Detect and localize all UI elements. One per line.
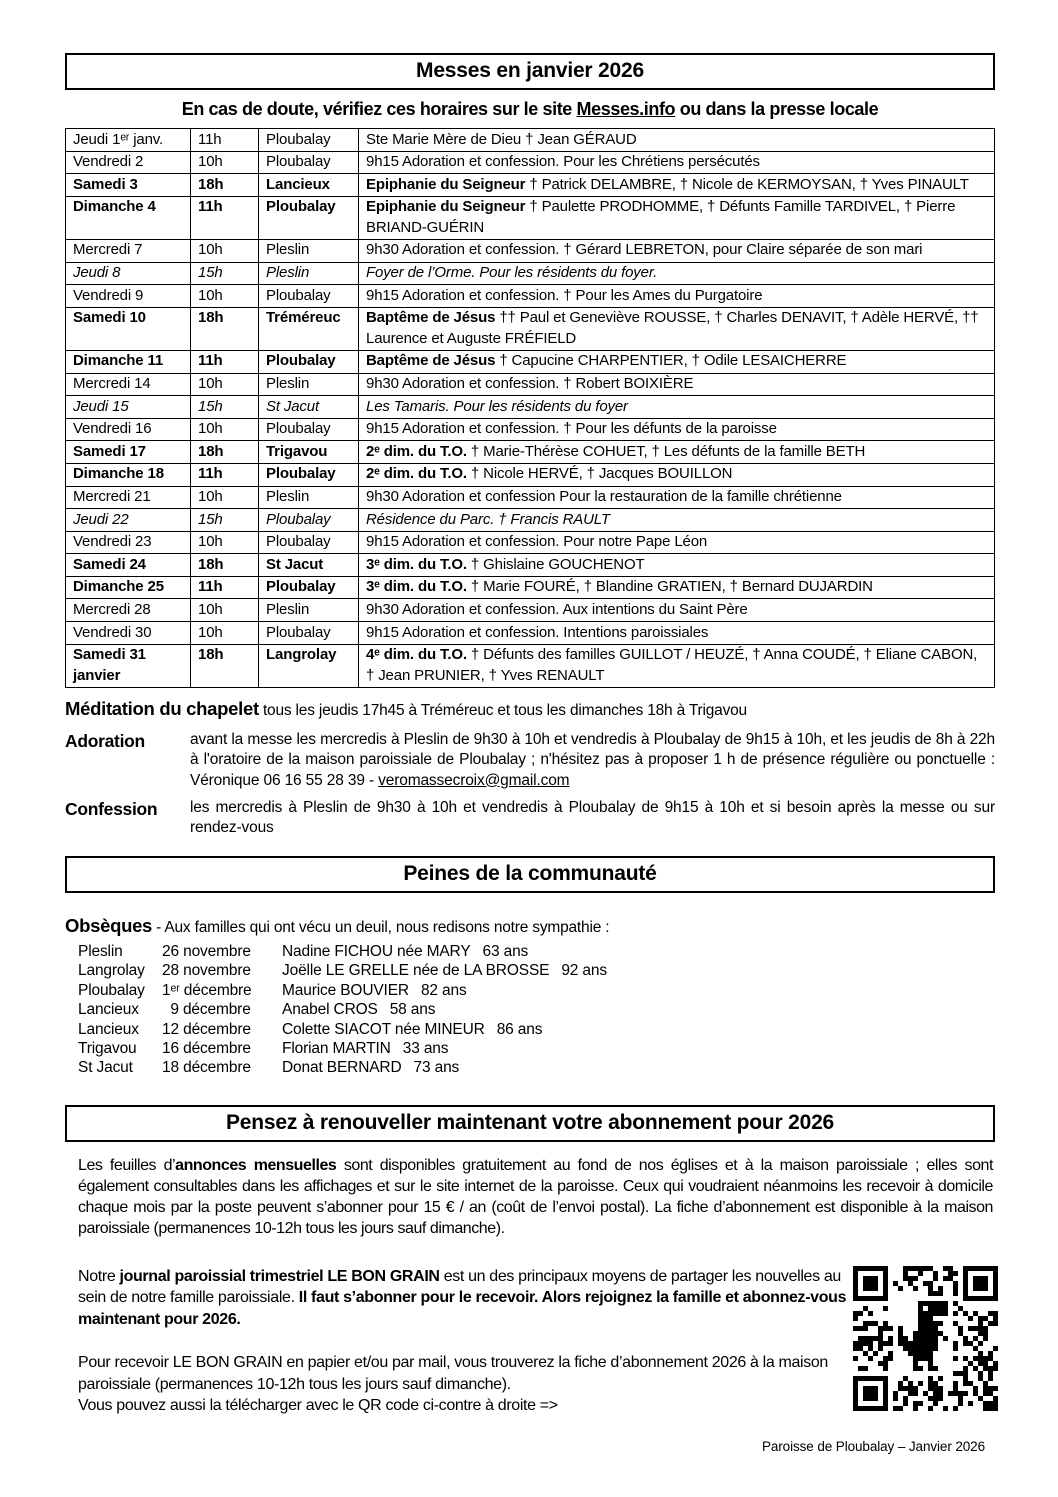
mass-time: 18h: [191, 644, 259, 687]
mass-intentions: † Marie FOURÉ, † Blandine GRATIEN, † Bernard DUJARDIN: [466, 578, 873, 596]
mass-place: Lancieux: [259, 174, 359, 197]
mass-schedule-table: [65, 128, 995, 688]
adoration-label: Adoration: [65, 730, 145, 751]
mass-time: 10h: [191, 418, 259, 441]
mass-intentions: † Nicole HERVÉ, † Jacques BOUILLON: [466, 465, 733, 483]
mass-row: [66, 307, 995, 350]
obseques-name: Colette SIACOT née MINEUR: [282, 1020, 485, 1038]
mass-day: Vendredi 16: [66, 418, 191, 441]
mass-day: Dimanche 11: [66, 350, 191, 373]
obseques-entry: [78, 981, 995, 1000]
mass-row: [66, 151, 995, 174]
mass-day: Mercredi 28: [66, 599, 191, 622]
mass-description: [359, 151, 995, 174]
mass-place: St Jacut: [259, 554, 359, 577]
mass-place: St Jacut: [259, 396, 359, 419]
mass-subtitle: [65, 99, 995, 120]
mass-row: [66, 396, 995, 419]
mass-intentions: † Patrick DELAMBRE, † Nicole de KERMOYSAN, † Yves PINAULT: [525, 175, 969, 193]
mass-intentions: †† Paul et Geneviève ROUSSE, † Charles DENAVIT, † Adèle HERVÉ, †† Laurence et Auguste FRÉFIELD: [366, 309, 979, 347]
mass-description: [359, 239, 995, 262]
obseques-age: 63 ans: [482, 942, 529, 960]
mass-description: [359, 644, 995, 687]
obseques-date: 26 novembre: [162, 942, 251, 960]
mass-day: Jeudi 22: [66, 509, 191, 532]
adoration-section: [65, 730, 995, 791]
obseques-age: 86 ans: [496, 1020, 543, 1038]
obseques-place: Ploubalay: [78, 981, 145, 999]
mass-row: [66, 350, 995, 373]
peines-title-box: [65, 856, 995, 893]
mass-day: Jeudi 15: [66, 396, 191, 419]
mass-description: [359, 196, 995, 239]
mass-time: 10h: [191, 599, 259, 622]
mass-time: 11h: [191, 350, 259, 373]
mass-feast-label: 3ᵉ dim. du T.O.: [366, 578, 467, 596]
obseques-place: Trigavou: [78, 1039, 137, 1057]
p3-line2: Vous pouvez aussi la télécharger avec le QR code ci-contre à droite =>: [78, 1397, 558, 1415]
mass-description: [359, 531, 995, 554]
chapelet-section: [65, 697, 995, 723]
mass-place: Ploubalay: [259, 622, 359, 645]
mass-time: 15h: [191, 396, 259, 419]
mass-row: [66, 262, 995, 285]
confession-section: [65, 798, 995, 839]
mass-description: [359, 129, 995, 152]
mass-title-box: [65, 53, 995, 90]
obseques-entry: [78, 961, 995, 980]
confession-label: Confession: [65, 799, 158, 820]
obseques-age: 73 ans: [413, 1059, 460, 1077]
page-footer: Paroisse de Ploubalay – Janvier 2026: [761, 1439, 985, 1454]
obseques-date: 18 décembre: [162, 1059, 251, 1077]
adoration-body: avant la messe les mercredis à Pleslin de 9h30 à 10h et vendredis à Ploubalay de 9h15 à 10h, et les jeudis de 8h à 22h à l'oratoire de la maison paroissiale de Ploubalay ; n'hésitez pas à proposer 1 h de présence régulière ou ponctuelle : Véronique 06 16 55 28 39 -: [190, 730, 995, 789]
mass-row: [66, 239, 995, 262]
mass-place: Ploubalay: [259, 196, 359, 239]
qr-instructions-paragraph: [78, 1352, 853, 1417]
mass-intentions: 9h15 Adoration et confession. Pour notre Pape Léon: [366, 533, 708, 551]
mass-row: [66, 622, 995, 645]
mass-place: Ploubalay: [259, 463, 359, 486]
obseques-name: Donat BERNARD: [282, 1059, 402, 1077]
mass-place: Ploubalay: [259, 576, 359, 599]
mass-day: Mercredi 14: [66, 373, 191, 396]
obseques-date: 16 décembre: [162, 1039, 251, 1057]
mass-row: [66, 554, 995, 577]
bon-grain-text: [78, 1266, 853, 1417]
mass-time: 10h: [191, 285, 259, 308]
mass-intentions: 9h30 Adoration et confession. † Robert BOIXIÈRE: [366, 375, 694, 393]
subtitle-text-after: ou dans la presse locale: [675, 99, 879, 119]
mass-row: [66, 441, 995, 464]
mass-day: Dimanche 18: [66, 463, 191, 486]
mass-time: 18h: [191, 441, 259, 464]
mass-description: [359, 174, 995, 197]
mass-feast-label: Baptême de Jésus: [366, 352, 496, 370]
mass-time: 11h: [191, 129, 259, 152]
obseques-entry: [78, 1039, 995, 1058]
mass-place: Ploubalay: [259, 531, 359, 554]
mass-place: Langrolay: [259, 644, 359, 687]
mass-row: [66, 373, 995, 396]
mass-row: [66, 576, 995, 599]
obseques-name: Florian MARTIN: [282, 1039, 391, 1057]
mass-feast-label: Epiphanie du Seigneur: [366, 198, 526, 216]
mass-feast-label: Baptême de Jésus: [366, 309, 496, 327]
mass-intentions: 9h15 Adoration et confession. Intentions paroissiales: [366, 623, 709, 641]
mass-time: 11h: [191, 463, 259, 486]
mass-day: Samedi 3: [66, 174, 191, 197]
mass-intentions: 9h30 Adoration et confession. † Gérard LEBRETON, pour Claire séparée de son mari: [366, 241, 923, 259]
mass-intentions: Les Tamaris. Pour les résidents du foyer: [366, 397, 628, 415]
mass-time: 18h: [191, 554, 259, 577]
abonnement-title-box: [65, 1105, 995, 1142]
mass-intentions: † Capucine CHARPENTIER, † Odile LESAICHERRE: [495, 352, 847, 370]
mass-row: [66, 531, 995, 554]
obseques-date: 9 décembre: [162, 1001, 251, 1019]
obseques-label: Obsèques: [65, 914, 153, 936]
mass-row: [66, 599, 995, 622]
mass-feast-label: 2ᵉ dim. du T.O.: [366, 442, 467, 460]
obseques-place: Lancieux: [78, 1001, 139, 1019]
mass-place: Ploubalay: [259, 509, 359, 532]
mass-row: [66, 509, 995, 532]
mass-description: [359, 418, 995, 441]
mass-description: [359, 350, 995, 373]
mass-intentions: † Défunts des familles GUILLOT / HEUZÉ, † Anna COUDÉ, † Eliane CABON, † Jean PRUNIER, † Yves RENAULT: [366, 646, 978, 684]
mass-description: [359, 373, 995, 396]
obseques-entry: [78, 1020, 995, 1039]
mass-day: Mercredi 7: [66, 239, 191, 262]
mass-day: Samedi 10: [66, 307, 191, 350]
mass-place: Trigavou: [259, 441, 359, 464]
mass-place: Pleslin: [259, 262, 359, 285]
mass-day: Vendredi 23: [66, 531, 191, 554]
p2-bold-title: journal paroissial trimestriel LE BON GRAIN: [119, 1267, 440, 1285]
obseques-name: Nadine FICHOU née MARY: [282, 942, 471, 960]
obseques-name: Joëlle LE GRELLE née de LA BROSSE: [282, 962, 550, 980]
mass-place: Pleslin: [259, 373, 359, 396]
obseques-entry: [78, 1000, 995, 1019]
mass-table-body: [66, 129, 995, 688]
mass-day: Dimanche 25: [66, 576, 191, 599]
obseques-date: 12 décembre: [162, 1020, 251, 1038]
mass-description: [359, 396, 995, 419]
p1-after: sont disponibles gratuitement au fond de nos églises et à la maison paroissiale ; elles sont également consultables dans les affichages et sur le site internet de la paroisse. Ceux qui voudraient néanmoins les recevoir à domicile chaque mois par la poste peuvent s’abonner pour 15 € / an (coût de l’envoi postal). La fiche d’abonnement est disponible à la maison paroissiale (permanences 10-12h tous les jours sauf dimanche).: [78, 1156, 994, 1237]
obseques-place: Langrolay: [78, 962, 145, 980]
mass-intentions: 9h15 Adoration et confession. † Pour les défunts de la paroisse: [366, 420, 777, 438]
obseques-entry: [78, 942, 995, 961]
obseques-age: 82 ans: [420, 981, 467, 999]
mass-title: Messes en janvier 2026: [416, 59, 644, 82]
mass-day: Vendredi 9: [66, 285, 191, 308]
mass-description: [359, 576, 995, 599]
mass-row: [66, 644, 995, 687]
mass-place: Pleslin: [259, 486, 359, 509]
p2-mid: est un des principaux moyens de partager les nouvelles au sein de notre famille paroissiale.: [78, 1267, 841, 1307]
mass-description: [359, 509, 995, 532]
mass-day: Jeudi 1ᵉʳ janv.: [66, 129, 191, 152]
mass-day: Samedi 24: [66, 554, 191, 577]
mass-time: 11h: [191, 576, 259, 599]
mass-description: [359, 441, 995, 464]
mass-description: [359, 554, 995, 577]
obseques-age: 33 ans: [402, 1039, 449, 1057]
mass-day: Vendredi 30: [66, 622, 191, 645]
obseques-age: 58 ans: [389, 1001, 436, 1019]
mass-row: [66, 174, 995, 197]
mass-row: [66, 486, 995, 509]
mass-description: [359, 486, 995, 509]
mass-intentions: † Ghislaine GOUCHENOT: [466, 555, 645, 573]
mass-description: [359, 599, 995, 622]
mass-intentions: Résidence du Parc. † Francis RAULT: [366, 510, 610, 528]
adoration-email-link[interactable]: veromassecroix@gmail.com: [378, 771, 570, 789]
obseques-name: Maurice BOUVIER: [282, 981, 409, 999]
mass-time: 10h: [191, 622, 259, 645]
obseques-date: 28 novembre: [162, 962, 251, 980]
mass-place: Ploubalay: [259, 418, 359, 441]
adoration-text: [190, 730, 995, 791]
mass-feast-label: 3ᵉ dim. du T.O.: [366, 555, 467, 573]
mass-time: 10h: [191, 239, 259, 262]
mass-time: 10h: [191, 531, 259, 554]
obseques-age: 92 ans: [561, 962, 607, 980]
qr-code: [853, 1266, 998, 1411]
mass-place: Ploubalay: [259, 350, 359, 373]
mass-intentions: † Paulette PRODHOMME, † Défunts Famille TARDIVEL, † Pierre BRIAND-GUÉRIN: [366, 198, 956, 236]
p2-before: Notre: [78, 1267, 120, 1285]
abonnement-title: Pensez à renouveller maintenant votre abonnement pour 2026: [225, 1110, 835, 1134]
mass-feast-label: 2ᵉ dim. du T.O.: [366, 465, 467, 483]
mass-intentions: Ste Marie Mère de Dieu † Jean GÉRAUD: [366, 130, 637, 148]
mass-description: [359, 262, 995, 285]
obseques-place: Pleslin: [78, 942, 123, 960]
mass-description: [359, 307, 995, 350]
messes-info-link[interactable]: Messes.info: [576, 99, 676, 119]
mass-time: 18h: [191, 174, 259, 197]
mass-time: 10h: [191, 373, 259, 396]
mass-description: [359, 463, 995, 486]
p1-bold: annonces mensuelles: [175, 1156, 337, 1174]
mass-row: [66, 463, 995, 486]
mass-feast-label: Epiphanie du Seigneur: [366, 175, 526, 193]
mass-intentions: 9h30 Adoration et confession. Aux intentions du Saint Père: [366, 600, 748, 618]
peines-title: Peines de la communauté: [403, 861, 657, 885]
mass-row: [66, 196, 995, 239]
confession-text: les mercredis à Pleslin de 9h30 à 10h et vendredis à Ploubalay de 9h15 à 10h et si besoin après la messe ou sur rendez-vous: [190, 799, 995, 837]
obseques-intro-text: - Aux familles qui ont vécu un deuil, nous redisons notre sympathie :: [152, 918, 610, 936]
mass-day: Samedi 17: [66, 441, 191, 464]
mass-time: 10h: [191, 486, 259, 509]
p1-before: Les feuilles d’: [78, 1156, 176, 1174]
bottom-section: [65, 1266, 995, 1417]
mass-intentions: 9h30 Adoration et confession Pour la restauration de la famille chrétienne: [366, 488, 842, 505]
mass-place: Pleslin: [259, 599, 359, 622]
obseques-name: Anabel CROS: [282, 1001, 378, 1019]
mass-row: [66, 285, 995, 308]
mass-row: [66, 418, 995, 441]
obseques-entry: [78, 1058, 995, 1077]
mass-feast-label: 4ᵉ dim. du T.O.: [366, 646, 467, 664]
bon-grain-paragraph: [78, 1266, 853, 1331]
p3-line1: Pour recevoir LE BON GRAIN en papier et/ou par mail, vous trouverez la fiche d’abonnement 2026 à la maison paroissiale (permanences 10-12h tous les jours sauf dimanche).: [78, 1354, 828, 1393]
mass-day: Samedi 31 janvier: [66, 644, 191, 687]
mass-place: Ploubalay: [259, 151, 359, 174]
obseques-list: [65, 942, 995, 1078]
subtitle-text-before: En cas de doute, vérifiez ces horaires sur le site: [181, 99, 577, 119]
mass-description: [359, 622, 995, 645]
mass-time: 10h: [191, 151, 259, 174]
mass-intentions: 9h15 Adoration et confession. † Pour les Ames du Purgatoire: [366, 286, 763, 304]
obseques-date: 1ᵉʳ décembre: [162, 981, 252, 999]
mass-intentions: 9h15 Adoration et confession. Pour les Chrétiens persécutés: [366, 153, 760, 171]
mass-row: [66, 129, 995, 152]
mass-day: Dimanche 4: [66, 196, 191, 239]
mass-place: Ploubalay: [259, 285, 359, 308]
obseques-place: Lancieux: [78, 1020, 139, 1038]
mass-time: 15h: [191, 509, 259, 532]
mass-day: Jeudi 8: [66, 262, 191, 285]
annonces-paragraph: [78, 1155, 993, 1239]
mass-time: 11h: [191, 196, 259, 239]
p2-bold-call: Il faut s’abonner pour le recevoir. Alors rejoignez la famille et abonnez-vous maintenant pour 2026.: [78, 1289, 847, 1328]
mass-intentions: Foyer de l’Orme. Pour les résidents du foyer.: [366, 264, 658, 282]
mass-intentions: † Marie-Thérèse COHUET, † Les défunts de la famille BETH: [466, 442, 866, 460]
mass-place: Ploubalay: [259, 129, 359, 152]
obseques-place: St Jacut: [78, 1059, 133, 1077]
mass-day: Vendredi 2: [66, 151, 191, 174]
mass-place: Tréméreuc: [259, 307, 359, 350]
mass-description: [359, 285, 995, 308]
mass-place: Pleslin: [259, 239, 359, 262]
mass-day: Mercredi 21: [66, 486, 191, 509]
chapelet-label: Méditation du chapelet: [65, 697, 259, 719]
mass-time: 18h: [191, 307, 259, 350]
chapelet-text: tous les jeudis 17h45 à Tréméreuc et tous les dimanches 18h à Trigavou: [258, 701, 747, 719]
obseques-intro: [65, 915, 995, 937]
mass-time: 15h: [191, 262, 259, 285]
